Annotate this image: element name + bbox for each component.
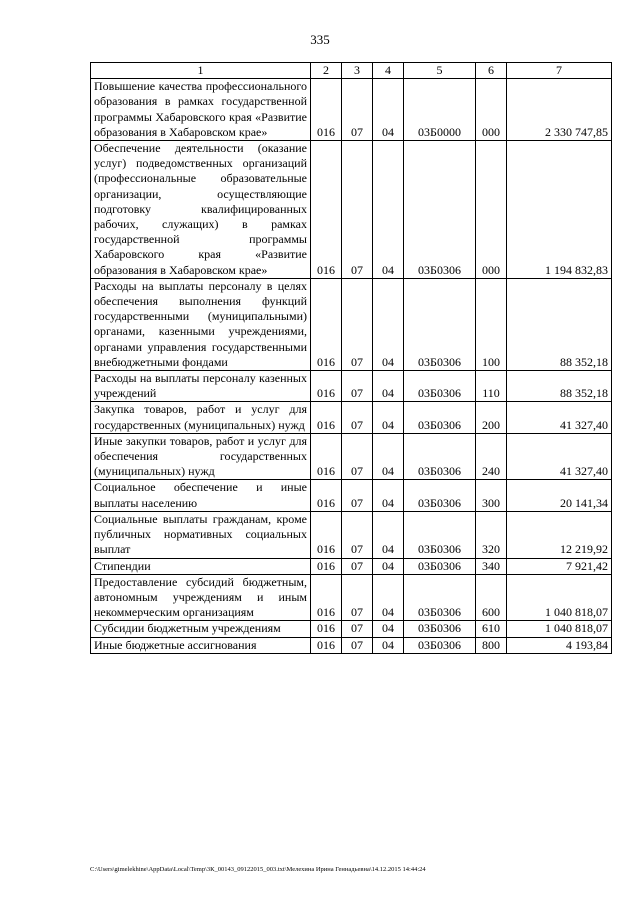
table-row: [91, 433, 612, 480]
expense-type-code-cell: 600: [476, 574, 507, 621]
expense-type-code-cell: 100: [476, 278, 507, 370]
item-name-cell: Обеспечение деятельности (оказание услуг) подведомственных организаций (профессиональные образовательные организации, осуществляющие подготовку квалифицированных рабочих, служащих) в рамках государственной программы Хабаровского края «Развитие образования в Хабаровском крае»: [91, 141, 311, 279]
amount-cell: 2 330 747,85: [507, 79, 612, 141]
expense-type-code-cell: 300: [476, 480, 507, 511]
table-body: [91, 79, 612, 654]
table-row: [91, 79, 612, 141]
header-cell-6: 6: [476, 63, 507, 79]
target-article-code-cell: 03Б0306: [404, 402, 476, 433]
expense-type-code-cell: 110: [476, 371, 507, 402]
section-code-cell: 07: [342, 433, 373, 480]
target-article-code-cell: 03Б0306: [404, 278, 476, 370]
subsection-code-cell: 04: [373, 79, 404, 141]
amount-cell: 20 141,34: [507, 480, 612, 511]
subsection-code-cell: 04: [373, 433, 404, 480]
subsection-code-cell: 04: [373, 558, 404, 574]
section-code-cell: 07: [342, 574, 373, 621]
target-article-code-cell: 03Б0306: [404, 637, 476, 653]
target-article-code-cell: 03Б0306: [404, 480, 476, 511]
admin-code-cell: 016: [311, 574, 342, 621]
header-row: [91, 63, 612, 79]
amount-cell: 41 327,40: [507, 433, 612, 480]
header-cell-1: 1: [91, 63, 311, 79]
item-name-cell: Предоставление субсидий бюджетным, автономным учреждениям и иным некоммерческим организациям: [91, 574, 311, 621]
item-name-cell: Повышение качества профессионального образования в рамках государственной программы Хабаровского края «Развитие образования в Хабаровском крае»: [91, 79, 311, 141]
item-name-cell: Социальные выплаты гражданам, кроме публичных нормативных социальных выплат: [91, 511, 311, 558]
section-code-cell: 07: [342, 141, 373, 279]
amount-cell: 88 352,18: [507, 371, 612, 402]
section-code-cell: 07: [342, 621, 373, 637]
subsection-code-cell: 04: [373, 621, 404, 637]
expense-type-code-cell: 000: [476, 79, 507, 141]
item-name-cell: Расходы на выплаты персоналу в целях обеспечения выполнения функций государственными (муниципальными) органами, казенными учреждениями, органами управления государственными внебюджетными фондами: [91, 278, 311, 370]
amount-cell: 4 193,84: [507, 637, 612, 653]
table-row: [91, 141, 612, 279]
table-row: [91, 621, 612, 637]
admin-code-cell: 016: [311, 278, 342, 370]
amount-cell: 1 194 832,83: [507, 141, 612, 279]
subsection-code-cell: 04: [373, 574, 404, 621]
table-row: [91, 278, 612, 370]
item-name-cell: Иные закупки товаров, работ и услуг для обеспечения государственных (муниципальных) нужд: [91, 433, 311, 480]
subsection-code-cell: 04: [373, 371, 404, 402]
section-code-cell: 07: [342, 558, 373, 574]
target-article-code-cell: 03Б0306: [404, 511, 476, 558]
table-row: [91, 480, 612, 511]
expense-type-code-cell: 200: [476, 402, 507, 433]
target-article-code-cell: 03Б0000: [404, 79, 476, 141]
item-name-cell: Стипендии: [91, 558, 311, 574]
header-cell-3: 3: [342, 63, 373, 79]
amount-cell: 41 327,40: [507, 402, 612, 433]
section-code-cell: 07: [342, 79, 373, 141]
table-row: [91, 371, 612, 402]
item-name-cell: Иные бюджетные ассигнования: [91, 637, 311, 653]
expense-type-code-cell: 320: [476, 511, 507, 558]
header-cell-2: 2: [311, 63, 342, 79]
amount-cell: 1 040 818,07: [507, 574, 612, 621]
header-cell-5: 5: [404, 63, 476, 79]
expense-type-code-cell: 240: [476, 433, 507, 480]
admin-code-cell: 016: [311, 558, 342, 574]
admin-code-cell: 016: [311, 621, 342, 637]
target-article-code-cell: 03Б0306: [404, 433, 476, 480]
subsection-code-cell: 04: [373, 511, 404, 558]
target-article-code-cell: 03Б0306: [404, 558, 476, 574]
amount-cell: 7 921,42: [507, 558, 612, 574]
table-row: [91, 558, 612, 574]
section-code-cell: 07: [342, 480, 373, 511]
item-name-cell: Закупка товаров, работ и услуг для государственных (муниципальных) нужд: [91, 402, 311, 433]
admin-code-cell: 016: [311, 371, 342, 402]
admin-code-cell: 016: [311, 402, 342, 433]
subsection-code-cell: 04: [373, 141, 404, 279]
section-code-cell: 07: [342, 278, 373, 370]
admin-code-cell: 016: [311, 480, 342, 511]
target-article-code-cell: 03Б0306: [404, 621, 476, 637]
target-article-code-cell: 03Б0306: [404, 141, 476, 279]
subsection-code-cell: 04: [373, 637, 404, 653]
subsection-code-cell: 04: [373, 402, 404, 433]
expense-type-code-cell: 800: [476, 637, 507, 653]
subsection-code-cell: 04: [373, 278, 404, 370]
target-article-code-cell: 03Б0306: [404, 574, 476, 621]
section-code-cell: 07: [342, 371, 373, 402]
target-article-code-cell: 03Б0306: [404, 371, 476, 402]
amount-cell: 12 219,92: [507, 511, 612, 558]
expense-type-code-cell: 000: [476, 141, 507, 279]
item-name-cell: Социальное обеспечение и иные выплаты населению: [91, 480, 311, 511]
subsection-code-cell: 04: [373, 480, 404, 511]
table-row: [91, 637, 612, 653]
header-cell-4: 4: [373, 63, 404, 79]
item-name-cell: Субсидии бюджетным учреждениям: [91, 621, 311, 637]
budget-table: [90, 62, 612, 654]
expense-type-code-cell: 340: [476, 558, 507, 574]
table-row: [91, 402, 612, 433]
admin-code-cell: 016: [311, 511, 342, 558]
admin-code-cell: 016: [311, 79, 342, 141]
table-row: [91, 511, 612, 558]
admin-code-cell: 016: [311, 637, 342, 653]
admin-code-cell: 016: [311, 141, 342, 279]
expense-type-code-cell: 610: [476, 621, 507, 637]
section-code-cell: 07: [342, 637, 373, 653]
footer-path: C:\Users\gimelekhine\AppData\Local\Temp\3К_00143_09122015_003.txt\Мелехина Ирина Геннадьевна\14.12.2015 14:44:24: [90, 866, 426, 873]
amount-cell: 88 352,18: [507, 278, 612, 370]
section-code-cell: 07: [342, 511, 373, 558]
item-name-cell: Расходы на выплаты персоналу казенных учреждений: [91, 371, 311, 402]
admin-code-cell: 016: [311, 433, 342, 480]
section-code-cell: 07: [342, 402, 373, 433]
page-number: 335: [310, 32, 330, 47]
table-row: [91, 574, 612, 621]
header-cell-7: 7: [507, 63, 612, 79]
amount-cell: 1 040 818,07: [507, 621, 612, 637]
